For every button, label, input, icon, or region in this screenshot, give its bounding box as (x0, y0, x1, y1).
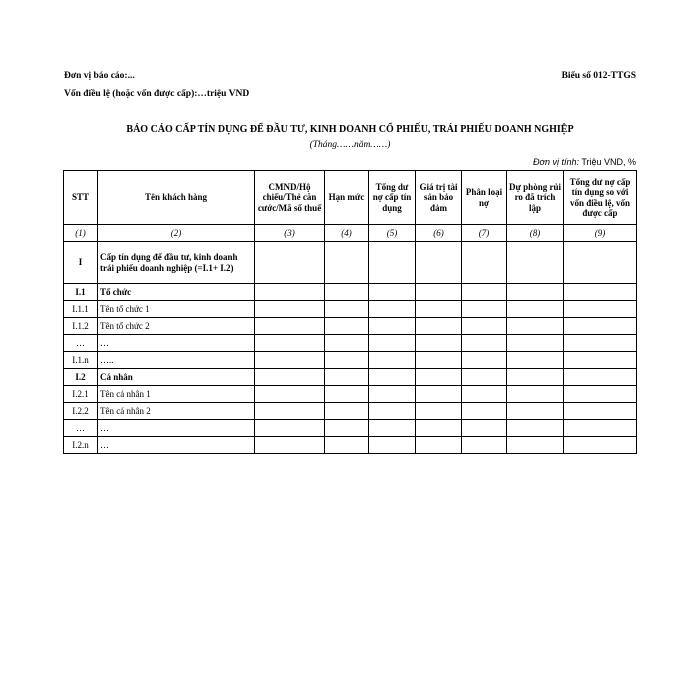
cell-empty (564, 318, 637, 335)
cell-empty (369, 284, 416, 301)
cell-empty (462, 242, 507, 284)
column-number: (3) (255, 225, 325, 242)
cell-empty (462, 284, 507, 301)
cell-empty (416, 301, 462, 318)
column-number-row (64, 225, 637, 242)
cell-empty (255, 403, 325, 420)
cell-empty (255, 369, 325, 386)
cell-empty (507, 420, 564, 437)
form-number: Biểu số 012-TTGS (561, 71, 636, 81)
row-stt: I.2 (64, 369, 98, 386)
cell-empty (369, 437, 416, 454)
cell-empty (369, 335, 416, 352)
cell-empty (416, 403, 462, 420)
cell-empty (564, 335, 637, 352)
cell-empty (462, 318, 507, 335)
column-number: (4) (325, 225, 369, 242)
cell-empty (416, 242, 462, 284)
reporting-unit: Đơn vị báo cáo:... (64, 71, 135, 81)
report-period: (Tháng……năm……) (309, 140, 391, 150)
col-header-credit-limit: Hạn mức (325, 171, 369, 225)
cell-empty (325, 352, 369, 369)
cell-empty (564, 403, 637, 420)
cell-empty (462, 420, 507, 437)
cell-empty (325, 403, 369, 420)
column-number: (8) (507, 225, 564, 242)
cell-empty (416, 386, 462, 403)
cell-empty (507, 335, 564, 352)
report-title: BÁO CÁO CẤP TÍN DỤNG ĐỂ ĐẦU TƯ, KINH DOANH CỔ PHIẾU, TRÁI PHIẾU DOANH NGHIỆP (126, 124, 574, 135)
table-row (64, 318, 637, 335)
cell-empty (416, 352, 462, 369)
table-row (64, 242, 637, 284)
row-customer-name: Tên tổ chức 2 (98, 318, 255, 335)
row-stt: … (64, 420, 98, 437)
cell-empty (564, 352, 637, 369)
cell-empty (369, 369, 416, 386)
cell-empty (507, 369, 564, 386)
row-customer-name: Cá nhân (98, 369, 255, 386)
cell-empty (255, 335, 325, 352)
cell-empty (255, 437, 325, 454)
header-row (64, 171, 637, 225)
row-customer-name: Tên tổ chức 1 (98, 301, 255, 318)
cell-empty (564, 284, 637, 301)
cell-empty (462, 369, 507, 386)
column-number: (7) (462, 225, 507, 242)
col-header-debt-classification: Phân loại nợ (462, 171, 507, 225)
cell-empty (564, 386, 637, 403)
cell-empty (255, 420, 325, 437)
col-header-risk-provision: Dự phòng rủi ro đã trích lập (507, 171, 564, 225)
cell-empty (462, 386, 507, 403)
cell-empty (507, 301, 564, 318)
cell-empty (462, 335, 507, 352)
row-stt: I.1.2 (64, 318, 98, 335)
cell-empty (369, 242, 416, 284)
col-header-customer-name: Tên khách hàng (98, 171, 255, 225)
credit-report-table (63, 170, 637, 454)
table-row (64, 386, 637, 403)
cell-empty (255, 386, 325, 403)
col-header-ratio-to-capital: Tổng dư nợ cấp tín dụng so với vốn điều lệ, vốn được cấp (564, 171, 637, 225)
cell-empty (369, 386, 416, 403)
cell-empty (369, 352, 416, 369)
cell-empty (564, 420, 637, 437)
cell-empty (416, 369, 462, 386)
unit-value: Triệu VND, % (581, 157, 636, 167)
cell-empty (507, 403, 564, 420)
cell-empty (507, 352, 564, 369)
cell-empty (507, 242, 564, 284)
table-row (64, 369, 637, 386)
cell-empty (325, 420, 369, 437)
cell-empty (369, 403, 416, 420)
col-header-id-number: CMND/Hộ chiếu/Thẻ căn cước/Mã số thuế (255, 171, 325, 225)
cell-empty (369, 420, 416, 437)
column-number: (1) (64, 225, 98, 242)
col-header-total-outstanding: Tổng dư nợ cấp tín dụng (369, 171, 416, 225)
cell-empty (416, 318, 462, 335)
unit-label: Đơn vị tính: (533, 157, 579, 167)
cell-empty (325, 284, 369, 301)
cell-empty (507, 284, 564, 301)
cell-empty (507, 318, 564, 335)
cell-empty (564, 369, 637, 386)
col-header-collateral-value: Giá trị tài sản bảo đảm (416, 171, 462, 225)
table-row (64, 352, 637, 369)
table-row (64, 437, 637, 454)
cell-empty (564, 301, 637, 318)
column-number: (5) (369, 225, 416, 242)
column-number: (9) (564, 225, 637, 242)
cell-empty (325, 301, 369, 318)
cell-empty (325, 437, 369, 454)
cell-empty (416, 335, 462, 352)
cell-empty (462, 352, 507, 369)
row-stt: I.2.1 (64, 386, 98, 403)
cell-empty (255, 352, 325, 369)
cell-empty (255, 242, 325, 284)
cell-empty (507, 437, 564, 454)
cell-empty (325, 369, 369, 386)
charter-capital: Vốn điều lệ (hoặc vốn được cấp):…triệu VND (64, 89, 250, 99)
row-stt: I.1.n (64, 352, 98, 369)
cell-empty (255, 318, 325, 335)
table-row (64, 403, 637, 420)
row-stt: I.1.1 (64, 301, 98, 318)
cell-empty (325, 335, 369, 352)
cell-empty (507, 386, 564, 403)
cell-empty (416, 420, 462, 437)
column-number: (2) (98, 225, 255, 242)
cell-empty (462, 301, 507, 318)
cell-empty (564, 242, 637, 284)
cell-empty (416, 284, 462, 301)
row-customer-name: Tên cá nhân 1 (98, 386, 255, 403)
row-customer-name: … (98, 420, 255, 437)
row-customer-name: Tên cá nhân 2 (98, 403, 255, 420)
cell-empty (369, 301, 416, 318)
row-stt: … (64, 335, 98, 352)
row-customer-name: ….. (98, 352, 255, 369)
table-row (64, 335, 637, 352)
cell-empty (325, 318, 369, 335)
table-row (64, 284, 637, 301)
row-stt: I.2.n (64, 437, 98, 454)
unit-note (533, 157, 636, 167)
col-header-stt: STT (64, 171, 98, 225)
table-row (64, 420, 637, 437)
row-stt: I (64, 242, 98, 284)
cell-empty (255, 301, 325, 318)
cell-empty (416, 437, 462, 454)
cell-empty (255, 284, 325, 301)
row-stt: I.1 (64, 284, 98, 301)
row-customer-name: Tổ chức (98, 284, 255, 301)
cell-empty (462, 403, 507, 420)
row-customer-name: Cấp tín dụng để đầu tư, kinh doanh trái phiếu doanh nghiệp (=I.1+ I.2) (98, 242, 255, 284)
cell-empty (462, 437, 507, 454)
row-customer-name: … (98, 437, 255, 454)
cell-empty (369, 318, 416, 335)
table-row (64, 301, 637, 318)
cell-empty (325, 242, 369, 284)
column-number: (6) (416, 225, 462, 242)
cell-empty (325, 386, 369, 403)
cell-empty (564, 437, 637, 454)
row-stt: I.2.2 (64, 403, 98, 420)
row-customer-name: … (98, 335, 255, 352)
